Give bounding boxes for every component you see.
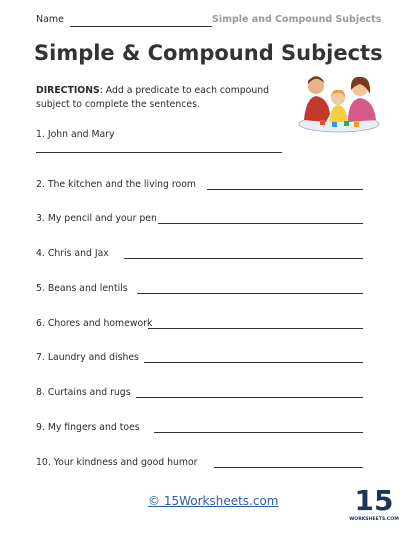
answer-line-6[interactable] [148,328,363,329]
answer-line-3[interactable] [158,223,363,224]
sentence-item-4: 4. Chris and Jax [36,248,109,259]
answer-line-8[interactable] [136,397,363,398]
sentence-item-5: 5. Beans and lentils [36,283,128,294]
directions-text: : Add a predicate to each compound subject to complete the sentences. [36,85,270,110]
logo-number: 15 [354,484,394,517]
sentence-item-6: 6. Chores and homework [36,318,153,329]
sentence-item-1: 1. John and Mary [36,129,115,140]
name-blank-line[interactable] [70,26,198,27]
answer-line-1[interactable] [36,152,282,153]
directions [36,84,294,112]
sentence-item-9: 9. My fingers and toes [36,422,140,433]
answer-line-9[interactable] [154,432,363,433]
worksheet-tag: Simple and Compound Subjects [212,14,382,25]
directions-label: DIRECTIONS [36,85,100,96]
answer-line-4[interactable] [124,258,363,259]
sentence-item-2: 2. The kitchen and the living room [36,179,196,190]
logo-caption: WORKSHEETS.COM [349,517,399,522]
name-header [36,12,382,30]
sentence-item-7: 7. Laundry and dishes [36,352,139,363]
sentence-item-10: 10. Your kindness and good humor [36,457,198,468]
name-label: Name [36,14,65,25]
page-title: Simple & Compound Subjects [34,41,383,65]
name-blank-line-end [198,26,212,27]
footer-copyright-link[interactable]: © 15Worksheets.com [148,494,279,508]
family-illustration [296,70,382,136]
answer-line-2[interactable] [207,189,363,190]
sentence-item-8: 8. Curtains and rugs [36,387,131,398]
answer-line-10[interactable] [214,467,363,468]
answer-line-7[interactable] [144,362,363,363]
answer-line-5[interactable] [137,293,363,294]
sentence-item-3: 3. My pencil and your pen [36,213,157,224]
worksheets-logo [349,482,399,524]
